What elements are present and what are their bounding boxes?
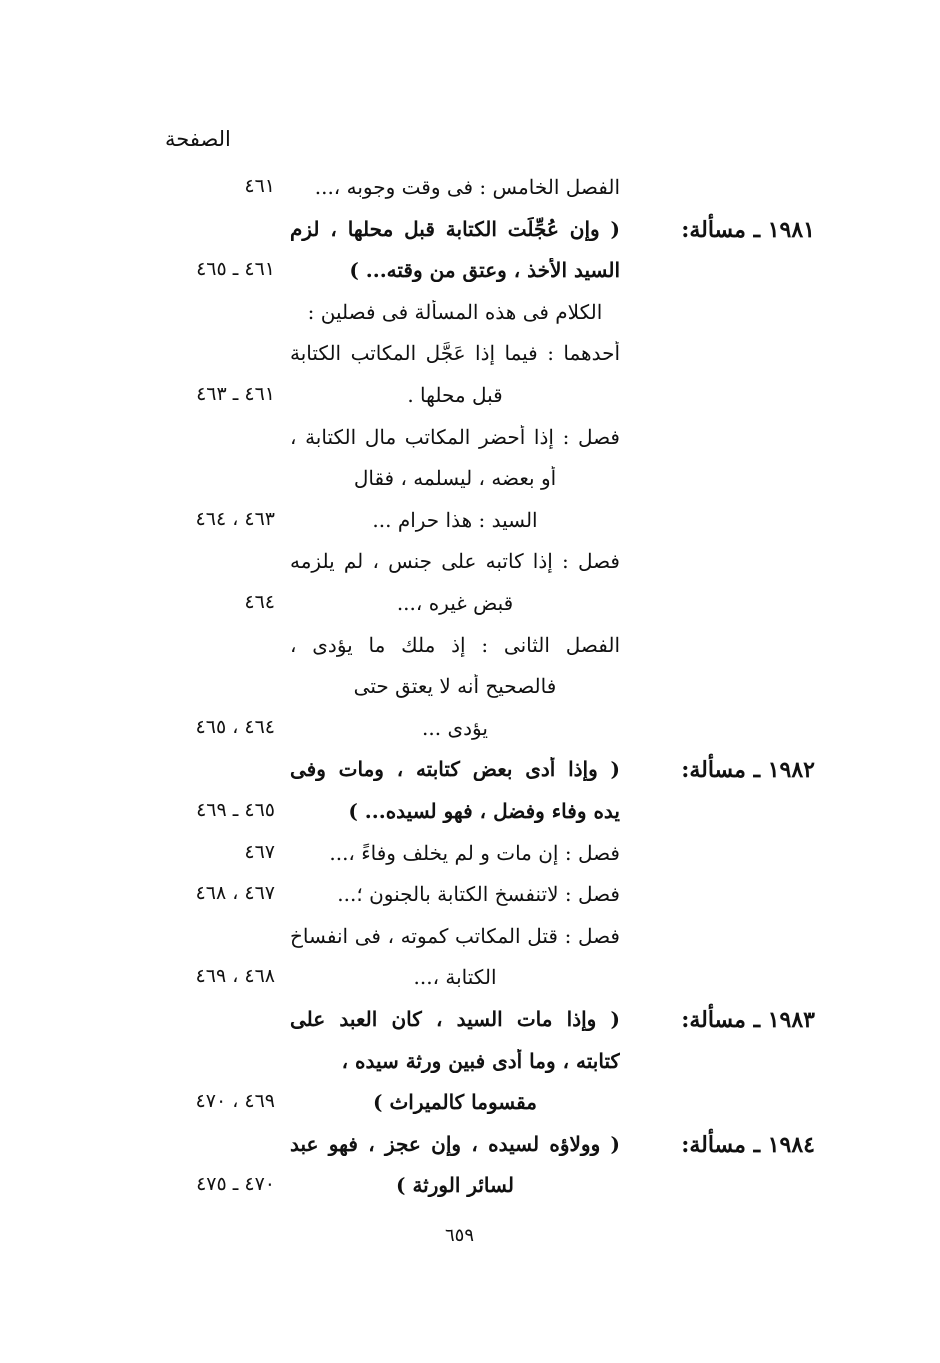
page-column-header: الصفحة: [165, 127, 231, 151]
index-row: [0, 1007, 940, 1049]
page-reference: ٤٦٤ ، ٤٦٥: [195, 715, 275, 738]
index-row: [0, 217, 940, 259]
index-row: [0, 1132, 940, 1174]
section-text: أو بعضه ، ليسلمه ، فقال: [353, 466, 557, 491]
index-row: [0, 757, 940, 799]
section-text: قبض غيره ،...: [396, 591, 514, 615]
index-row: [0, 882, 940, 924]
section-text: فالصحيح أنه لا يعتق حتى: [353, 674, 557, 699]
page-reference: ٤٦١ ـ ٤٦٣: [196, 383, 275, 405]
section-text: الفصل الثانى : إذ ملك ما يؤدى ،: [290, 632, 620, 657]
issue-heading-text: ( وإذا أدى بعض كتابته ، ومات وفى: [290, 757, 620, 782]
issue-heading-text: ( وولاؤه لسيده ، وإن عجز ، فهو عبد: [290, 1131, 620, 1156]
page-reference: ٤٦٥ ـ ٤٦٩: [196, 799, 275, 821]
section-text: فصل : قتل المكاتب كموته ، فى انفساخ: [290, 923, 620, 948]
index-row: [0, 300, 940, 342]
index-row: [0, 965, 940, 1007]
index-row: [0, 258, 940, 300]
page-reference: ٤٦٧ ، ٤٦٨: [195, 882, 275, 905]
section-text: فصل : إذا أحضر المكاتب مال الكتابة ،: [290, 424, 620, 449]
index-row: [0, 341, 940, 383]
page-reference: ٤٦١ ـ ٤٦٥: [196, 258, 275, 281]
index-row: [0, 466, 940, 508]
issue-heading-text: مقسوما كالميراث ): [373, 1090, 537, 1115]
index-row: [0, 633, 940, 675]
issue-heading-text: ( وإن عُجِّلَت الكتابة قبل محلها ، لزم: [290, 216, 620, 241]
page-reference: ٤٦٣ ، ٤٦٤: [195, 507, 275, 530]
issue-number-label: ١٩٨٤ ـ مسألة:: [681, 1131, 815, 1158]
section-text: السيد : هذا حرام ...: [372, 507, 538, 532]
section-text: فصل : إن مات و لم يخلف وفاءً ،...: [329, 840, 620, 865]
index-row: [0, 674, 940, 716]
index-row: [0, 508, 940, 550]
section-text: الفصل الخامس : فى وقت وجوبه ،...: [314, 175, 620, 199]
index-row: [0, 425, 940, 467]
index-row: [0, 383, 940, 425]
section-text: يؤدى ...: [422, 715, 488, 740]
issue-heading-text: السيد الأخذ ، وعتق من وقته... ): [349, 258, 620, 283]
index-row: [0, 924, 940, 966]
page-reference: ٤٦١: [244, 175, 275, 197]
index-row: [0, 1049, 940, 1091]
page-reference: ٤٦٧: [244, 840, 275, 863]
index-row: [0, 841, 940, 883]
page-number: ٦٥٩: [445, 1225, 475, 1246]
index-row: [0, 716, 940, 758]
index-row: [0, 1173, 940, 1215]
index-row: [0, 1090, 940, 1132]
issue-heading-text: لسائر الورثة ): [396, 1173, 514, 1198]
issue-number-label: ١٩٨٢ ـ مسألة:: [681, 757, 815, 784]
index-row: [0, 175, 940, 217]
page-reference: ٤٦٩ ، ٤٧٠: [195, 1090, 275, 1113]
page-reference: ٤٧٠ ـ ٤٧٥: [196, 1173, 275, 1196]
section-text: فصل : لاتنفسخ الكتابة بالجنون ؛...: [337, 882, 620, 907]
section-text: الكتابة ،...: [413, 965, 497, 990]
page-reference: ٤٦٨ ، ٤٦٩: [195, 965, 275, 988]
index-row: [0, 591, 940, 633]
section-text: فصل : إذا كاتبه على جنس ، لم يلزمه: [290, 549, 620, 574]
page-reference: ٤٦٤: [244, 591, 275, 613]
index-row: [0, 799, 940, 841]
issue-heading-text: ( وإذا مات السيد ، كان العبد على: [290, 1007, 620, 1031]
issue-number-label: ١٩٨٣ ـ مسألة:: [681, 1007, 815, 1033]
issue-number-label: ١٩٨١ ـ مسألة:: [681, 216, 815, 243]
section-text: الكلام فى هذه المسألة فى فصلين :: [307, 299, 603, 324]
issue-heading-text: كتابته ، وما أدى فبين ورثة سيده ،: [341, 1048, 620, 1073]
section-text: قبل محلها .: [407, 383, 503, 407]
issue-heading-text: يده وفاء وفضل ، فهو لسيده... ): [348, 799, 620, 823]
index-row: [0, 549, 940, 591]
section-text: أحدهما : فيما إذا عَجَّل المكاتب الكتابة: [290, 341, 620, 366]
